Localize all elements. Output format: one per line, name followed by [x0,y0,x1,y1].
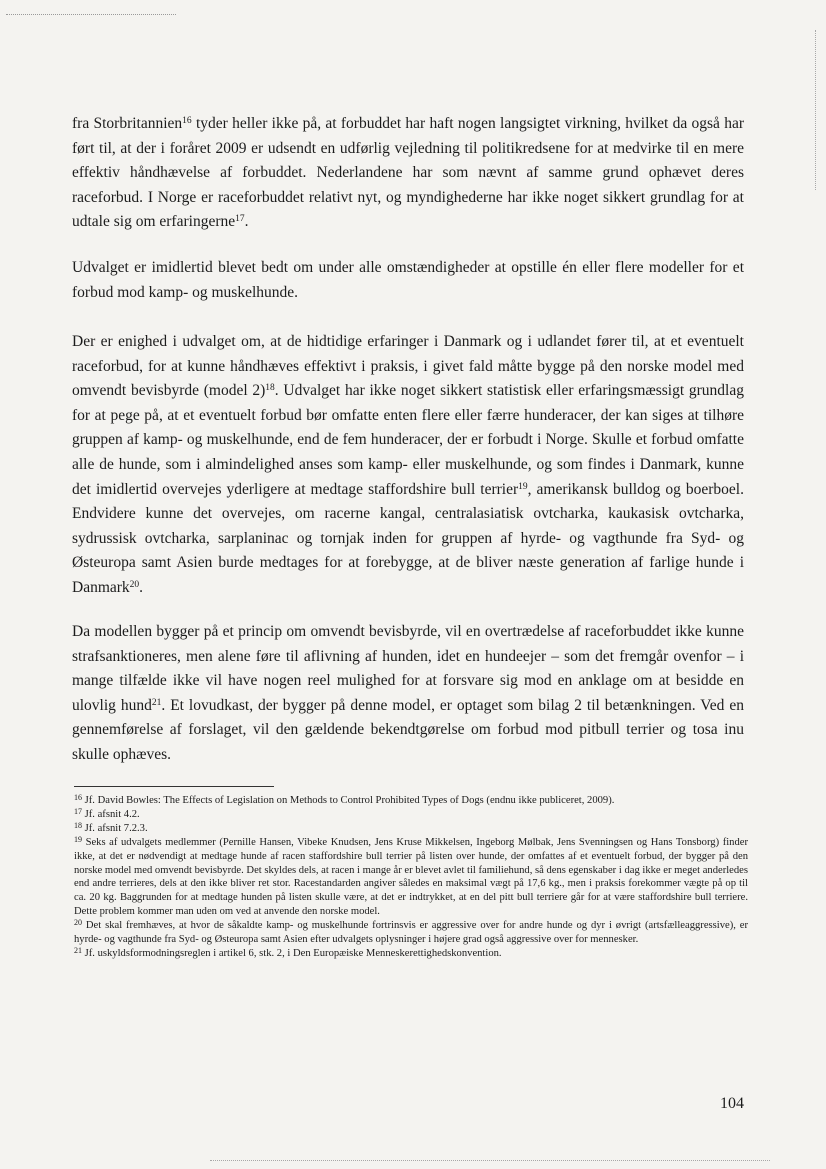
footnotes [74,794,748,961]
footnote-ref: 20 [129,579,140,590]
text-run: . [244,213,249,231]
footnote-20 [74,919,748,947]
footnote-19 [74,836,748,919]
footnote-ref: 16 [182,116,192,126]
footnote-number: 16 [74,793,82,802]
footnote-16 [74,794,748,808]
text-run: Udvalget er imidlertid blevet bedt om under alle omstændigheder at opstille én eller flere modeller for et forbud mod kamp- og muskelhunde. [72,259,744,301]
text-run: fra Storbritannien [72,115,183,132]
text-run: . Udvalget har ikke noget sikkert statistisk eller erfaringsmæssigt grundlag for at pege på, at et eventuelt forbud bør omfatte enten flere eller færre hunderacer, der kan siges at tilhøre gruppen af kamp- og muskelhunde, end de fem hunderacer, der er forbudt i Norge. Skulle et forbud omfatte alle de hunde, som i almindelighed anses som kamp- eller muskelhunde, og som findes i Danmark, kunne det imidlertid overvejes yderligere at medtage staffordshire bull terrier [72,382,744,498]
text-run: . [139,578,144,596]
footnote-number: 18 [74,820,82,830]
text-run: Da modellen bygger på et princip om omvendt bevisbyrde, vil en overtrædelse af raceforbuddet ikke kunne strafsanktioneres, men alene føre til aflivning af hunden, idet en hundeejer – som det fremgår ovenfor – i mange tilfælde ikke vil have nogen reel mulighed for at forsvare sig mod en anklage om at besidde en ulovlig hund [72,623,744,714]
footnote-ref: 19 [518,481,528,492]
text-run: tyder heller ikke på, at forbuddet har haft nogen langsigtet virkning, hvilket da også har ført til, at der i foråret 2009 er udsendt en udførlig vejledning til politikredsene for at medvirke til en mere effektiv håndhævelse af forbuddet. Nederlandene har som nævnt af samme grund ophævet deres raceforbud. I Norge er raceforbuddet relativt nyt, og myndighederne har ikke noget sikkert grundlag for at udtale sig om erfaringerne [72,115,744,231]
page-number: 104 [720,1095,744,1112]
footnote-text: Jf. afsnit 4.2. [82,808,140,820]
footnote-text: Jf. afsnit 7.2.3. [82,822,148,834]
scan-artifact [210,1160,770,1161]
footnote-number: 21 [74,945,82,955]
footnote-text: Seks af udvalgets medlemmer (Pernille Hansen, Vibeke Knudsen, Jens Kruse Mikkelsen, Ingeborg Mølbak, Jens Svenningsen og Hans Tonsborg) finder ikke, at det er nødvendigt at medtage hunde af racen staffordshire bull terrier på listen over hunde, der omfattes af et eventuelt forbud, der bygger på den norske model med omvendt bevisbyrde. Det skyldes dels, at racen i mange år er blevet avlet til familiehund, så dens egenskaber i dag ikke er meget anderledes end andre terrieres, dels at den ikke bliver ret stor. Racestandarden angiver således en maksimal vægt på 17,6 kg., men i praksis forekommer vægte på op til ca. 20 kg. Baggrunden for at medtage hunden på listen skulle være, at det er indtrykket, at en del pitt bull terriere går for at være staffordshire bull terriere. Dette problem kommer man uden om ved at anvende den norske model. [74,836,748,918]
footnote-text: Det skal fremhæves, at hvor de såkaldte kamp- og muskelhunde fortrinsvis er aggressive over for andre hunde og dyr i øvrigt (artsfælleaggressive), er hyrde- og vagthunde fra Syd- og Østeuropa samt Asien efter udvalgets oplysninger i højere grad også aggressive over for mennesker. [74,920,748,946]
paragraph-2 [72,256,744,305]
text-run: , amerikansk bulldog og boerboel. Endvidere kunne det overvejes, om racerne kangal, centralasiatisk ovtcharka, kaukasisk ovtcharka, sydrussisk ovtcharka, sarplaninac og tornjak inden for gruppen af hyrde- og vagthunde fra Syd- og Østeuropa samt Asien burde medtages for at forebygge, at de bliver næste generation af farlige hunde i Danmark [72,480,744,596]
footnote-ref: 18 [265,383,275,394]
footnote-ref: 17 [235,214,245,225]
text-run: . Et lovudkast, der bygger på denne model, er optaget som bilag 2 til betænkningen. Ved en gennemførelse af forslaget, vil den gældende bekendtgørelse om forbud mod pitbull terrier og tosa inu skulle ophæves. [72,696,744,763]
footnote-text: Jf. uskyldsformodningsreglen i artikel 6, stk. 2, i Den Europæiske Menneskerettighedskonvention. [82,947,502,959]
footnote-21 [74,947,748,961]
paragraph-4 [72,620,744,768]
footnote-ref: 21 [151,697,162,708]
footnote-separator [74,786,274,787]
footnote-number: 20 [74,918,82,928]
scan-artifact [6,14,176,15]
text-run: Der er enighed i udvalget om, at de hidtidige erfaringer i Danmark og i udlandet fører til, at et eventuelt raceforbud, for at kunne håndhæves effektivt i praksis, i givet fald måtte bygge på den norske model med omvendt bevisbyrde (model 2) [72,333,744,400]
paragraph-1 [72,112,744,235]
footnote-text: Jf. David Bowles: The Effects of Legislation on Methods to Control Prohibited Types of Dogs (endnu ikke publiceret, 2009). [82,795,615,806]
footnote-number: 19 [74,834,82,844]
paragraph-3 [72,330,744,601]
scan-artifact [815,30,816,190]
footnote-number: 17 [74,806,82,816]
footnote-17 [74,808,748,822]
footnote-18 [74,822,748,836]
